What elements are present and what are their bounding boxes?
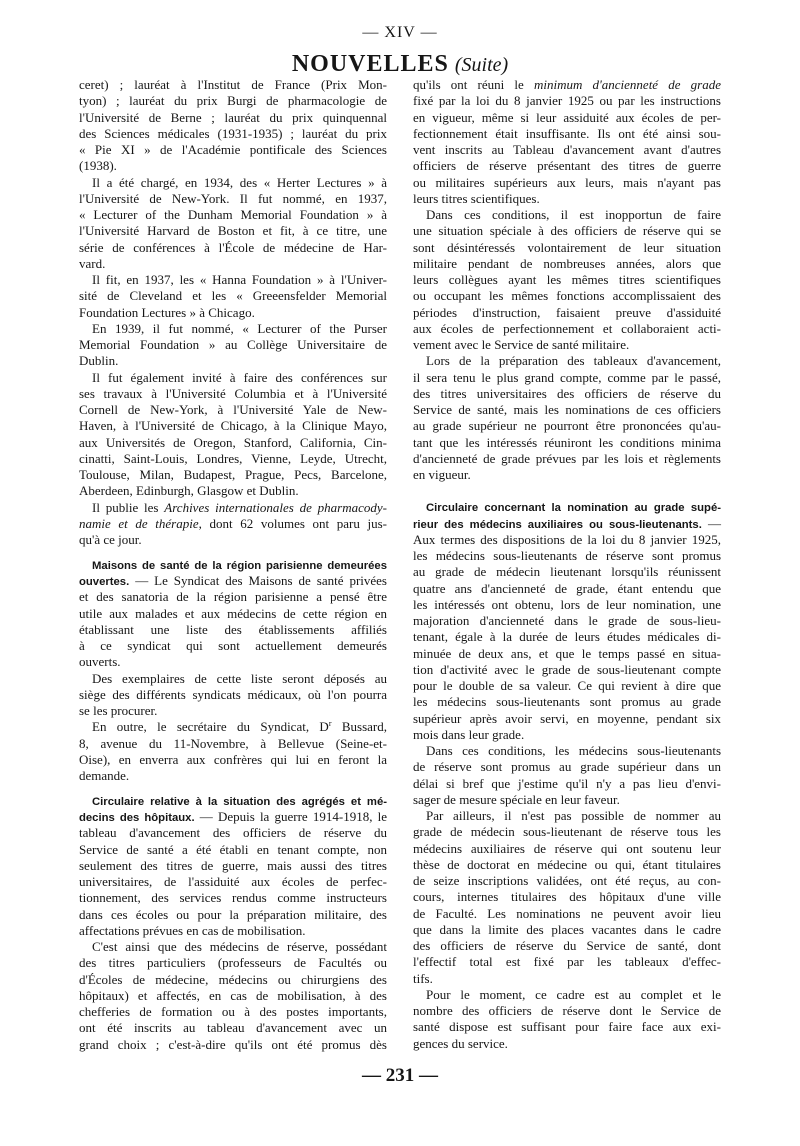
- text-line: Des exemplaires de cette liste seront déposés au: [92, 670, 387, 686]
- text-line: en vigueur.: [413, 467, 471, 482]
- text-line: fectionnement était insuffisante. Ils ont été ainsi sou-: [413, 125, 721, 141]
- text-line: quatre ans d'ancienneté de grade, étant entendu que: [413, 580, 721, 596]
- text-line: les intéressés ont obtenu, lors de leur nomination, une: [413, 596, 721, 612]
- text-line: demande.: [79, 768, 130, 783]
- text-line: qu'à ce jour.: [79, 532, 142, 547]
- paragraph: [413, 207, 721, 353]
- text-line: délai si bref que j'estime qu'il n'y a pas lieu d'envi-: [413, 775, 721, 791]
- text-line: fixé par la loi du 8 janvier 1925 ou par les instructions: [413, 93, 721, 109]
- text-line: (1938).: [79, 158, 117, 174]
- text-line: C'est ainsi que des médecins de réserve, possédant: [92, 939, 387, 954]
- article-heading: Maisons de santé de la région parisienne demeurées: [92, 559, 387, 572]
- text-line: que dans la limite des places vacantes dans le cadre: [413, 921, 721, 937]
- text-line: ses travaux à l'Université Columbia et à l'Université: [79, 385, 387, 401]
- article-section: [413, 499, 721, 1052]
- text-line: en vigueur, même si leur assiduité aux écoles de per-: [413, 109, 721, 125]
- text-line: minuée de deux ans, et que le temps passé en situa-: [413, 645, 721, 661]
- text-line: grade de médecin sous-lieutenant de réserve tous les: [413, 824, 721, 840]
- text-line: aux Universités de Oregon, Stanford, California, Cin-: [79, 434, 387, 450]
- text-line: Aux termes des dispositions de la loi du 8 janvier 1925,: [413, 531, 721, 547]
- paragraph: [79, 370, 387, 500]
- right-column: [413, 77, 721, 1052]
- paragraph: [79, 272, 387, 321]
- text-line: ou occupant les mêmes fonctions accomplissaient des: [413, 288, 721, 304]
- text-line: Il fut également invité à faire des conférences sur: [92, 369, 387, 385]
- paragraph: [79, 557, 387, 671]
- article-section: [79, 793, 387, 1053]
- paragraph: [79, 719, 387, 784]
- paragraph: [413, 987, 721, 1052]
- text-line: tableau d'avancement des officiers de réserve du: [79, 825, 387, 841]
- text-line: qu'ils ont réuni le minimum d'ancienneté de grade: [413, 77, 721, 92]
- text-line: militaire pendant de nombreuses années, alors que: [413, 255, 721, 271]
- text-line: Dublin.: [79, 353, 119, 369]
- text-line: Service de santé a été établi en tenant compte, non: [79, 841, 387, 857]
- article-heading: Circulaire relative à la situation des agrégés et mé-: [92, 795, 387, 808]
- paragraph: [413, 743, 721, 808]
- text-line: En 1939, il fut nommé, « Lecturer of the Purser: [92, 320, 387, 336]
- article-heading: rieur des médecins auxiliaires ou sous-lieutenants.: [413, 518, 702, 531]
- text-line: sité de Cleveland et les « Greeensfelder Memorial: [79, 288, 387, 304]
- text-line: dans ces écoles ou pour la préparation militaire, des: [79, 906, 387, 922]
- text-line: Dans ces conditions, il est inopportun de faire: [426, 207, 721, 222]
- text-line: tion d'activité avec le grade de sous-lieutenant compte: [413, 661, 721, 677]
- text-line: ouvertes. — Le Syndicat des Maisons de santé privées: [79, 573, 387, 588]
- text-line: namie et de thérapie, dont 62 volumes ont paru jus-: [79, 515, 387, 531]
- text-line: l'effectif total est fixé par les tableaux d'effec-: [413, 954, 721, 970]
- text-line: universitaires, de l'assiduité aux écoles de perfec-: [79, 874, 387, 889]
- text-line: vement avec le Service de santé militaire.: [413, 337, 630, 352]
- text-line: l'Université de New-York. Il fut nommé, en 1937,: [79, 190, 387, 206]
- text-line: ont été inscrits au tableau d'avancement avec un: [79, 1020, 387, 1036]
- text-line: affectations prévues en cas de mobilisation.: [79, 922, 306, 938]
- paragraph: [79, 77, 387, 175]
- text-line: Foundation Lectures » à Chicago.: [79, 304, 255, 320]
- text-line: Service de santé, mais les nominations de ces officiers: [413, 402, 721, 417]
- text-line: siège des différents syndicats médicaux, où l'on pourra: [79, 686, 387, 702]
- text-line: de Faculté. Les nominations ne peuvent avoir lieu: [413, 905, 721, 921]
- article-section: [79, 557, 387, 785]
- text-line: Dans ces conditions, les médecins sous-lieutenants: [426, 743, 721, 758]
- text-line: santé dispose est suffisant pour faire face aux exi-: [413, 1019, 721, 1035]
- paragraph: [413, 353, 721, 483]
- text-line: au grade de médecin lieutenant lorsqu'ils réunissent: [413, 564, 721, 580]
- text-line: des titres particuliers (professeurs de Facultés ou: [79, 955, 387, 971]
- text-line: il sera tenu le plus grand compte, comme par le passé,: [413, 369, 721, 385]
- page-number: — 231 —: [362, 1065, 438, 1086]
- text-line: rieur des médecins auxiliaires ou sous-lieutenants. —: [413, 515, 722, 531]
- text-line: thèse de doctorat en médecine ou qui, étant titulaires: [413, 856, 721, 872]
- italic-text: minimum d'ancienneté de grade: [533, 77, 721, 92]
- text-line: aux écoles de perfectionnement et collaboraient acti-: [413, 320, 721, 336]
- text-line: une situation spéciale à des officiers de réserve qui se: [413, 223, 721, 239]
- paragraph: [413, 77, 721, 207]
- text-line: ouverts.: [79, 654, 121, 670]
- text-line: nombre des officiers de réserve dont le Service de: [413, 1003, 721, 1018]
- text-line: les médecins sous-lieutenants sont promus au grade: [413, 694, 721, 710]
- section-title-main: NOUVELLES: [291, 51, 449, 77]
- text-line: sont désintéressés volontairement de leur situation: [413, 239, 721, 255]
- text-line: leurs titres scientifiques.: [413, 190, 540, 206]
- text-line: de réserve sont promus au grade supérieur dans un: [413, 759, 721, 775]
- text-line: ou militaires supérieurs aux leurs, mais n'ayant pas: [413, 174, 721, 190]
- paragraph: [79, 671, 387, 720]
- paragraph: [79, 321, 387, 370]
- text-line: officiers de réserve présentant des titres de guerre: [413, 158, 721, 174]
- text-line: des Sciences médicales (1931-1935) ; lauréat du prix: [79, 125, 387, 141]
- text-line: médecins auxiliaires de réserve qui ont soutenu leur: [413, 840, 721, 856]
- text-line: pour le double de sa valeur. Ce qui revient à dire que: [413, 678, 721, 693]
- text-line: et des sanatoria de la région parisienne a pensé être: [79, 589, 387, 605]
- text-line: chefferies de formation ou à des postes importants,: [79, 1004, 387, 1019]
- section-title: [0, 46, 800, 79]
- article-heading: ouvertes.: [79, 576, 130, 588]
- text-line: supérieur après avoir servi, en moyenne, pendant six: [413, 710, 721, 726]
- italic-text: namie et de thérapie: [79, 515, 199, 531]
- text-line: Il publie les Archives internationales de pharmacody-: [92, 499, 387, 515]
- text-line: au grade supérieur ne pourront être prononcées qu'au-: [413, 418, 721, 434]
- text-line: grand choix ; c'est-à-dire qu'ils ont été promus dès: [79, 1036, 387, 1052]
- article-heading: Circulaire concernant la nomination au grade supé-: [426, 502, 721, 515]
- text-line: [79, 557, 387, 573]
- paragraph: [79, 939, 387, 1053]
- text-line: tionnement, des services rendus comme instructeurs: [79, 890, 387, 906]
- text-line: Lors de la préparation des tableaux d'avancement,: [426, 353, 721, 369]
- paragraph: [79, 793, 387, 939]
- text-line: d'ancienneté de grade prévues par les lois et règlements: [413, 450, 721, 466]
- text-line: des titres universitaires des officiers de réserve du: [413, 385, 721, 401]
- article-heading: decins des hôpitaux.: [79, 812, 195, 824]
- text-line: majoration d'ancienneté dans le grade de sous-lieu-: [413, 613, 721, 628]
- text-line: série de conférences à l'École de médecine de Har-: [79, 239, 387, 255]
- text-line: tenant, égale à la durée de leurs études médicales di-: [413, 629, 721, 645]
- text-line: gences du service.: [413, 1035, 508, 1051]
- text-line: Il a été chargé, en 1934, des « Herter Lectures » à: [92, 174, 387, 190]
- text-line: seulement des titres de guerre, mais aussi des titres: [79, 857, 387, 873]
- paragraph: [79, 175, 387, 273]
- paragraph: [413, 499, 721, 743]
- text-line: Haven, à l'Université de Chicago, à la Clinique Mayo,: [79, 418, 387, 434]
- text-line: [413, 499, 721, 515]
- text-line: decins des hôpitaux. — Depuis la guerre 1914-1918, le: [79, 809, 387, 824]
- text-line: tyon) ; lauréat du prix Burgi de pharmacologie de: [79, 93, 387, 109]
- text-line: vard.: [79, 255, 106, 271]
- text-line: les médecins sous-lieutenants de réserve sont promus: [413, 548, 721, 563]
- text-line: tifs.: [413, 970, 433, 986]
- text-line: En outre, le secrétaire du Syndicat, $D^r$ Bussard,: [92, 719, 387, 735]
- text-line: 8, avenue du 11-Novembre, à Bellevue (Seine-et-: [79, 735, 387, 751]
- text-line: « Lecturer of the Dunham Memorial Foundation » à: [79, 207, 387, 222]
- text-line: ceret) ; lauréat à l'Institut de France (Prix Mon-: [79, 77, 387, 92]
- text-line: de seize inscriptions validées, ont été reçus, au con-: [413, 873, 721, 888]
- text-line: Toulouse, Milan, Budapest, Prague, Pecs, Barcelone,: [79, 467, 387, 482]
- text-line: leurs collègues ayant les mêmes titres scientifiques: [413, 272, 721, 287]
- text-line: « Pie XI » de l'Académie pontificale des Sciences: [79, 142, 387, 157]
- text-line: sager de mesure spéciale en leur faveur.: [413, 791, 620, 807]
- text-line: [79, 793, 387, 809]
- text-line: des officiers de réserve du Service de santé, dont: [413, 938, 721, 953]
- text-line: à ce syndicat qui sont actuellement demeurés: [79, 638, 387, 653]
- text-line: périodes d'instruction, faisaient preuve d'assiduité: [413, 304, 721, 320]
- text-line: d'Écoles de médecine, médecins ou chirurgiens des: [79, 971, 387, 987]
- left-column: [79, 77, 387, 1053]
- text-line: Pour le moment, ce cadre est au complet et le: [426, 986, 721, 1002]
- text-line: Oise), en enverra aux confrères qui lui en feront la: [79, 751, 387, 767]
- paragraph: [413, 808, 721, 987]
- text-line: utile aux malades et aux médecins de cette région en: [79, 605, 387, 621]
- text-line: mois dans leur grade.: [413, 726, 525, 742]
- text-line: Il fit, en 1937, les « Hanna Foundation » à l'Univer-: [92, 272, 387, 287]
- text-line: Par ailleurs, il n'est pas possible de nommer au: [426, 808, 721, 823]
- article-section: [79, 77, 387, 548]
- section-title-suite: (Suite): [454, 54, 509, 76]
- text-line: tant que les intéressés réuniront les conditions minima: [413, 434, 721, 450]
- text-line: Cornell de New-York, à l'Université Yale de New-: [79, 402, 387, 417]
- italic-text: Archives internationales de pharmacody-: [164, 499, 387, 515]
- text-line: se les procurer.: [79, 703, 158, 718]
- text-line: Aberdeen, Edinburgh, Glasgow et Dublin.: [79, 483, 299, 499]
- text-line: cours, internes titulaires des hôpitaux d'une ville: [413, 889, 721, 905]
- article-section: [413, 77, 721, 483]
- text-line: l'Université Harvard de Boston et fit, à ce titre, une: [79, 223, 387, 239]
- text-line: Memorial Foundation » au Collège Universitaire de: [79, 337, 387, 352]
- paragraph: [79, 500, 387, 549]
- text-line: l'Université de Berne ; lauréat du prix quinquennal: [79, 109, 387, 125]
- text-line: cinatti, Saint-Louis, Londres, Vienne, Leyde, Utrecht,: [79, 450, 387, 466]
- text-line: hôpitaux) et affectés, en cas de mobilisation, à des: [79, 987, 387, 1003]
- page-header: — XIV —: [362, 24, 438, 41]
- text-line: établissant une liste des établissements affiliés: [79, 621, 387, 637]
- text-line: vent inscrits au Tableau d'avancement avant d'autres: [413, 142, 721, 157]
- superscript: r: [328, 719, 332, 729]
